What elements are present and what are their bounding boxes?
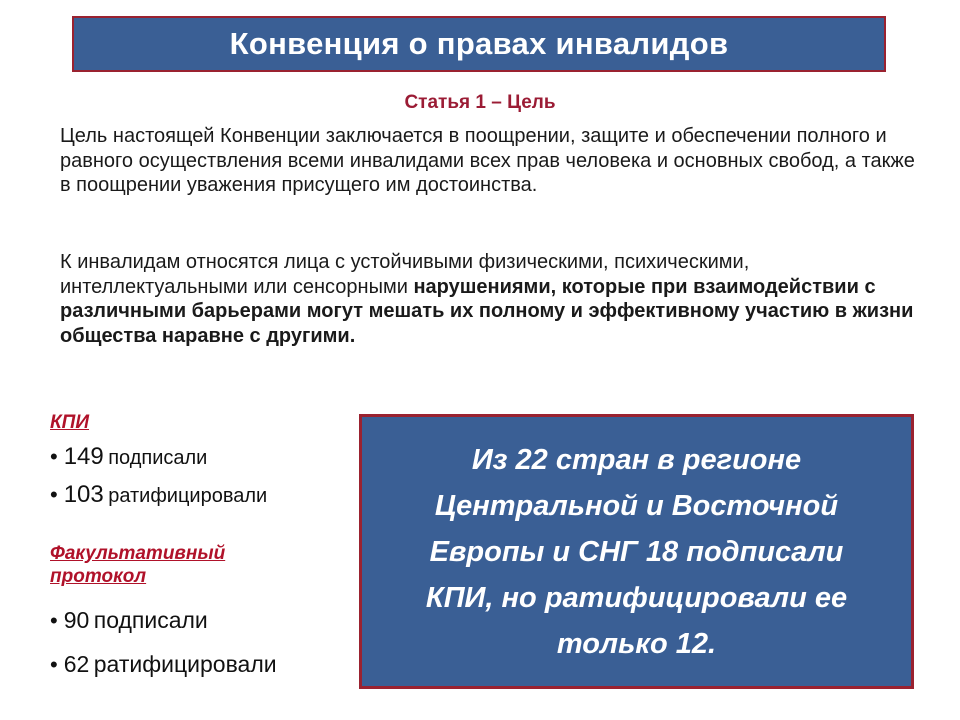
paragraph-2-plain: К инвалидам относятся лица с устойчивыми физическими, психическими, интеллектуальными или сенсорными <box>60 251 750 298</box>
slide-title: Конвенция о правах инвалидов <box>229 26 729 61</box>
stat-label: подписали <box>93 607 208 633</box>
kpi-stat-signed <box>50 443 207 471</box>
protocol-heading <box>50 542 225 588</box>
bullet-icon: • <box>50 652 58 677</box>
article-heading: Статья 1 – Цель <box>404 92 556 113</box>
stat-number: 62 <box>63 651 90 677</box>
title-banner <box>72 16 886 72</box>
callout-box <box>359 414 914 689</box>
kpi-heading: КПИ <box>50 412 90 433</box>
protocol-heading-line-1: Факультативный <box>50 543 226 564</box>
article-paragraph-2 <box>60 250 920 348</box>
callout-text: Из 22 стран в регионе Центральной и Восточной Европы и СНГ 18 подписали КПИ, но ратифицировали ее только 12. <box>425 443 848 660</box>
protocol-stat-ratified <box>50 651 277 678</box>
paragraph-2-bold: нарушениями, которые при взаимодействии с различными барьерами могут мешать их полному и эффективному участию в жизни общества наравне с другими. <box>60 275 914 347</box>
bullet-icon: • <box>50 444 58 469</box>
stat-label: ратифицировали <box>108 485 268 507</box>
stat-number: 90 <box>63 607 90 633</box>
stat-number: 149 <box>63 443 104 470</box>
article-paragraph-1: Цель настоящей Конвенции заключается в поощрении, защите и обеспечении полного и равного осуществления всеми инвалидами всех прав человека и основных свобод, а также в поощрении уважения присущего им достоинства. <box>60 125 915 196</box>
protocol-heading-line-2: протокол <box>50 566 147 587</box>
kpi-stat-ratified <box>50 481 267 509</box>
stat-label: подписали <box>108 447 208 469</box>
bullet-icon: • <box>50 482 58 507</box>
bullet-icon: • <box>50 608 58 633</box>
stat-number: 103 <box>63 481 104 508</box>
protocol-stat-signed <box>50 607 208 634</box>
stat-label: ратифицировали <box>93 651 277 677</box>
